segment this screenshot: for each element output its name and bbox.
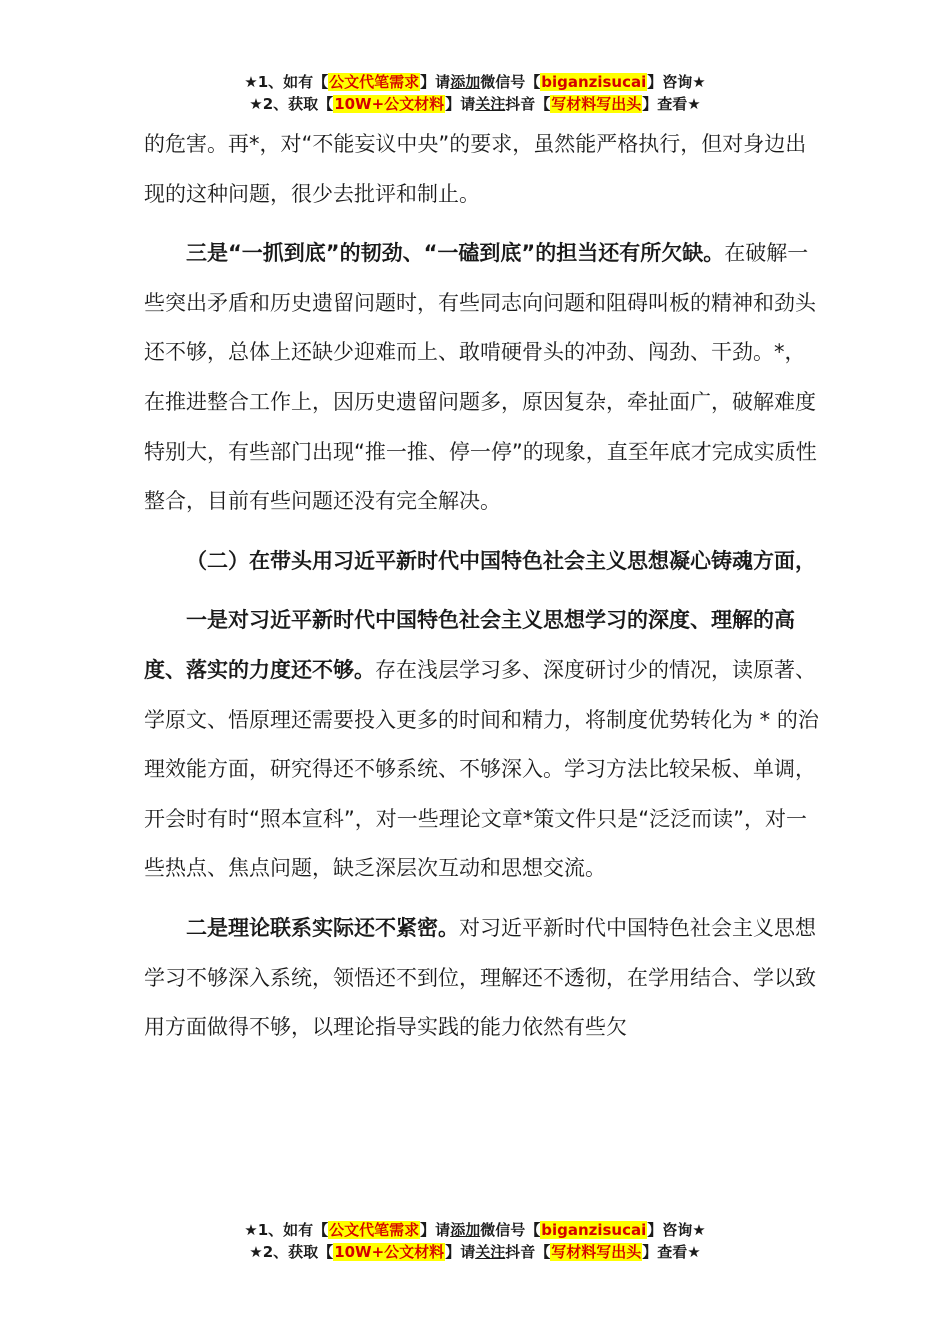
footer-banner xyxy=(0,1219,950,1263)
paragraph-continued: 的危害。再*，对“不能妄议中央”的要求，虽然能严格执行，但对身边出现的这种问题，很少去批评和制止。 xyxy=(144,132,807,206)
banner-line-2 xyxy=(0,93,950,115)
banner-line-1 xyxy=(0,1219,950,1241)
banner-text: 微信号【 xyxy=(480,73,541,91)
point-heading: 一是对习近平新时代中国特色社会主义思想学习的深度、理解的高度、落实的力度还不够。 xyxy=(144,608,795,682)
paragraph-point-3 xyxy=(144,229,824,527)
paragraph-point-2 xyxy=(144,904,824,1053)
highlight-ghostwriting: 公文代笔需求 xyxy=(329,73,420,91)
banner-underlined-text: 添加 xyxy=(450,1221,481,1239)
document-body xyxy=(144,120,824,1053)
highlight-materials: 10W+公文材料 xyxy=(334,95,445,113)
banner-underlined-text: 添加 xyxy=(450,73,481,91)
highlight-wechat-id: biganzisucai xyxy=(541,73,647,91)
banner-text: ★2、获取【 xyxy=(249,1243,334,1261)
paragraph-point-1 xyxy=(144,596,824,894)
banner-text: ★2、获取【 xyxy=(249,95,334,113)
highlight-wechat-id: biganzisucai xyxy=(541,1221,647,1239)
banner-line-1 xyxy=(0,71,950,93)
banner-text: 】查看★ xyxy=(642,1243,701,1261)
banner-line-2 xyxy=(0,1241,950,1263)
banner-text: 抖音【 xyxy=(505,1243,551,1261)
point-body: 在破解一些突出矛盾和历史遗留问题时，有些同志向问题和阻碍叫板的精神和劲头还不够，总体上还缺少迎难而上、敢啃硬骨头的冲劲、闯劲、干劲。*，在推进整合工作上，因历史遗留问题多，原因复杂，牵扯面广，破解难度特别大，有些部门出现“推一推、停一停”的现象，直至年底才完成实质性整合，目前有些问题还没有完全解决。 xyxy=(144,241,817,514)
banner-text: 】查看★ xyxy=(642,95,701,113)
highlight-douyin-id: 写材料写出头 xyxy=(551,95,642,113)
banner-text: 抖音【 xyxy=(505,95,551,113)
banner-text: 】请 xyxy=(445,95,476,113)
point-heading: 三是“一抓到底”的韧劲、“一磕到底”的担当还有所欠缺。 xyxy=(186,241,725,266)
header-banner xyxy=(0,71,950,115)
banner-text: ★1、如有【 xyxy=(244,1221,329,1239)
point-heading: 二是理论联系实际还不紧密。 xyxy=(186,915,459,940)
section-heading: （二）在带头用习近平新时代中国特色社会主义思想凝心铸魂方面， xyxy=(186,548,816,573)
point-body: 对习近平新时代中国特色社会主义思想学习不够深入系统，领悟还不到位，理解还不透彻，在学用结合、学以致用方面做得不够，以理论指导实践的能力依然有些欠 xyxy=(144,915,816,1040)
highlight-douyin-id: 写材料写出头 xyxy=(551,1243,642,1261)
banner-text: 】咨询★ xyxy=(647,73,706,91)
banner-text: 】咨询★ xyxy=(647,1221,706,1239)
banner-text: 微信号【 xyxy=(480,1221,541,1239)
highlight-materials: 10W+公文材料 xyxy=(334,1243,445,1261)
banner-underlined-text: 关注 xyxy=(475,1243,506,1261)
highlight-ghostwriting: 公文代笔需求 xyxy=(329,1221,420,1239)
banner-underlined-text: 关注 xyxy=(475,95,506,113)
banner-text: 】请 xyxy=(420,1221,451,1239)
point-body: 存在浅层学习多、深度研讨少的情况，读原著、学原文、悟原理还需要投入更多的时间和精力，将制度优势转化为 * 的治理效能方面，研究得还不够系统、不够深入。学习方法比较呆板、单调，开会时有时“照本宣科”，对一些理论文章*策文件只是“泛泛而读”，对一些热点、焦点问题，缺乏深层次互动和思想交流。 xyxy=(144,657,819,881)
banner-text: ★1、如有【 xyxy=(244,73,329,91)
banner-text: 】请 xyxy=(420,73,451,91)
banner-text: 】请 xyxy=(445,1243,476,1261)
